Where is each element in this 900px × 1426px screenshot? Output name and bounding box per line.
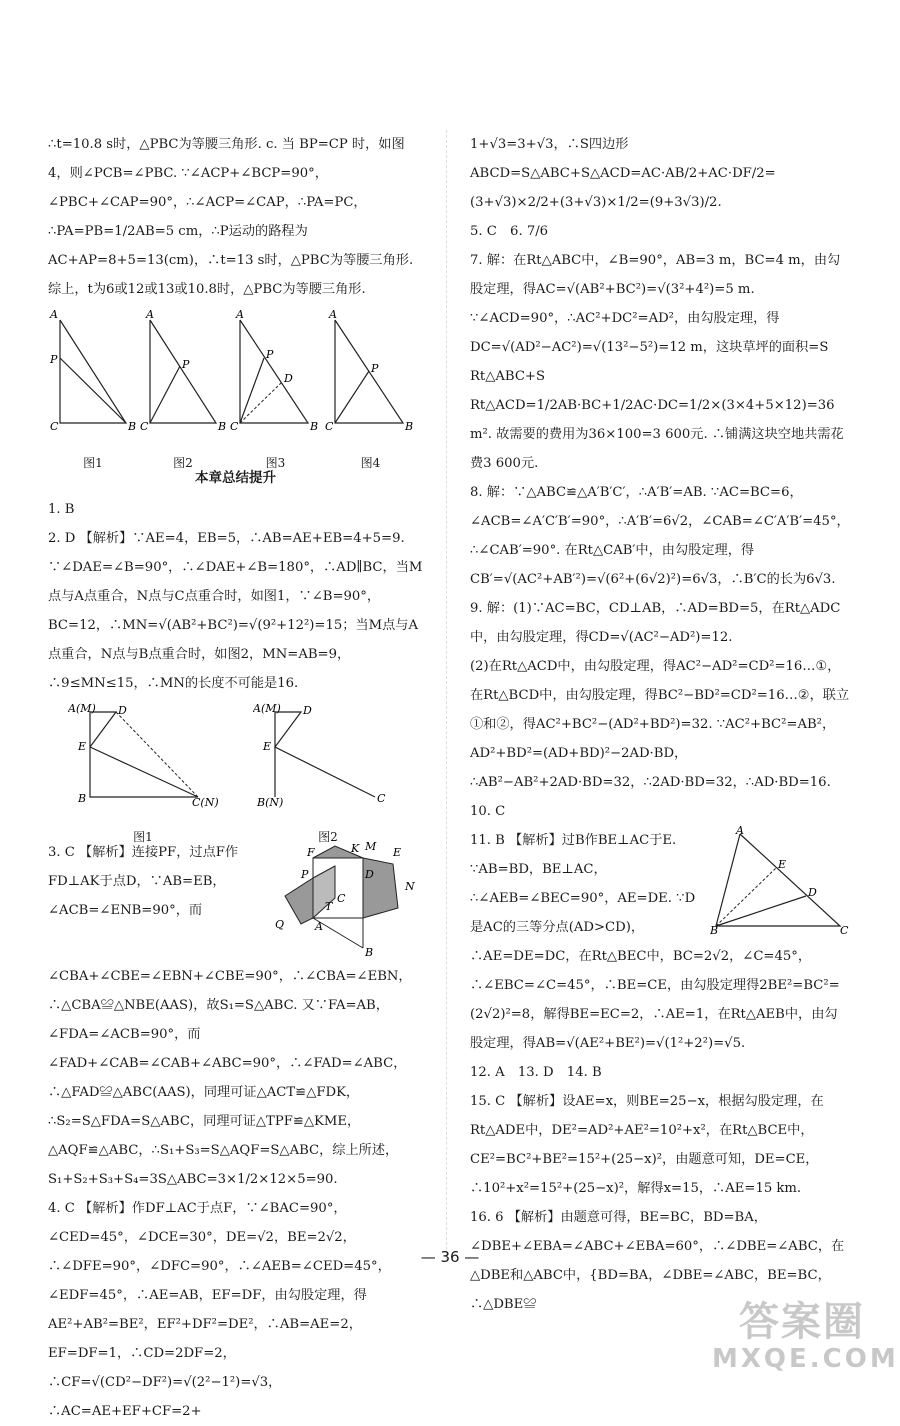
svg-text:C: C bbox=[325, 420, 334, 433]
svg-text:C: C bbox=[140, 420, 149, 433]
svg-text:C: C bbox=[840, 924, 849, 936]
svg-text:A(M): A(M) bbox=[68, 702, 96, 715]
svg-text:B: B bbox=[365, 946, 374, 958]
answer-3-figure bbox=[273, 838, 423, 958]
svg-text:C: C bbox=[337, 892, 346, 905]
svg-text:C: C bbox=[50, 420, 59, 433]
figure-caption: 图2 bbox=[173, 456, 193, 470]
svg-text:M: M bbox=[365, 840, 377, 853]
watermark-top: 答案圈 bbox=[739, 1299, 865, 1345]
svg-text:B: B bbox=[710, 924, 719, 936]
svg-text:E: E bbox=[393, 846, 402, 859]
figure-row-triangles bbox=[48, 308, 423, 470]
watermark-bottom: MXQE.COM bbox=[712, 1344, 899, 1374]
answer-7: 7. 解：在Rt△ABC中，∠B=90°，AB=3 m，BC=4 m，由勾股定理，得AC=√(AB²+BC²)=√(3²+4²)=5 m. ∵∠ACD=90°，∴AC²+DC²=AD²，由勾股定理，得DC=√(AD²−AC²)=√(13²−5²)=12 m，这块草坪的面积=S Rt△ABC+S Rt△ACD=1/2AB·BC+1/2AC·DC=1/2×(3×4+5×12)=36 m². 故需要的费用为36×100=3 600元. ∴铺满这块空地共需花费3 600元. bbox=[470, 253, 844, 471]
left-column bbox=[48, 130, 423, 1426]
figure-caption: 图1 bbox=[83, 456, 103, 470]
page-number: — 36 — bbox=[420, 1248, 480, 1266]
svg-text:F: F bbox=[307, 846, 315, 859]
answer-16: 16. 6 【解析】由题意可得，BE=BC，BD=BA，∠DBE+∠EBA=∠ABC+∠EBA=60°，∴∠DBE=∠ABC，在△DBE和△ABC中，{BD=BA，∠DBE=∠ABC，BE=BC，∴△DBE≌ bbox=[470, 1210, 845, 1312]
svg-text:A: A bbox=[736, 826, 744, 837]
answer-11-figure bbox=[710, 826, 850, 936]
figure-1 bbox=[48, 308, 138, 478]
figure-4-diagram bbox=[323, 308, 418, 438]
answer-5-6: 5. C 6. 7/6 bbox=[470, 224, 549, 239]
svg-text:C(N): C(N) bbox=[192, 796, 218, 809]
svg-text:P: P bbox=[266, 348, 274, 361]
column-divider bbox=[446, 130, 448, 1260]
svg-text:C: C bbox=[377, 792, 386, 805]
right-column bbox=[470, 130, 850, 1319]
figure-3-diagram bbox=[228, 308, 323, 438]
answer-10: 10. C bbox=[470, 804, 506, 819]
answer-2-figure-2 bbox=[253, 702, 403, 852]
svg-text:D: D bbox=[808, 886, 817, 899]
svg-text:D: D bbox=[118, 704, 127, 717]
svg-text:P: P bbox=[50, 353, 58, 366]
svg-text:Q: Q bbox=[275, 918, 285, 931]
answer-4-continued: 1+√3=3+√3，∴S四边形ABCD=S△ABC+S△ACD=AC·AB/2+AC·DF/2=(3+√3)×2/2+(3+√3)×1/2=(9+3√3)/2. bbox=[470, 137, 776, 210]
svg-text:D: D bbox=[303, 704, 312, 717]
svg-text:A: A bbox=[329, 308, 337, 321]
svg-text:P: P bbox=[301, 868, 309, 881]
figure-caption: 图4 bbox=[360, 456, 381, 470]
answer-9-part-2: (2)在Rt△ACD中，由勾股定理，得AC²−AD²=CD²=16…①，在Rt△BCD中，由勾股定理，得BC²−BD²=CD²=16…②，联立①和②，得AC²+BC²−(AD²+BD²)=32. ∵AC²+BC²=AB²，AD²+BD²=(AD+BD)²−2AD·BD，∴AB²−AB²+2AD·BD=32，∴2AD·BD=32，∴AD·BD=16. bbox=[470, 659, 850, 790]
answer-2-figure-1-diagram bbox=[68, 702, 218, 812]
figure-2-diagram bbox=[138, 308, 228, 438]
svg-text:B: B bbox=[218, 420, 227, 433]
answer-15: 15. C 【解析】设AE=x，则BE=25−x，根据勾股定理，在Rt△ADE中，DE²=AD²+AE²=10²+x²，在Rt△BCE中，CE²=BC²+BE²=15²+(25−x)²，由题意可知，DE=CE，∴10²+x²=15²+(25−x)²，解得x=15，∴AE=15 km. bbox=[470, 1094, 824, 1196]
figure-3 bbox=[228, 308, 323, 478]
figure-2 bbox=[138, 308, 228, 478]
paragraph-continuation: ∴t=10.8 s时，△PBC为等腰三角形. c. 当 BP=CP 时，如图4，则∠PCB=∠PBC. ∵∠ACP+∠BCP=90°，∠PBC+∠CAP=90°，∴∠ACP=∠CAP，∴PA=PC，∴PA=PB=1/2AB=5 cm，∴P运动的路程为AC+AP=8+5=13(cm)，∴t=13 s时，△PBC为等腰三角形. 综上，t为6或12或13或10.8时，△PBC为等腰三角形. bbox=[48, 137, 414, 297]
svg-text:C: C bbox=[230, 420, 239, 433]
figure-caption: 图2 bbox=[318, 830, 338, 844]
svg-text:K: K bbox=[351, 842, 360, 855]
answer-4: 4. C 【解析】作DF⊥AC于点F，∵∠BAC=90°，∠CED=45°，∠DCE=30°，DE=√2，BE=2√2，∴∠DFE=90°，∠DFC=90°，∴∠AEB=∠CED=45°，∠EDF=45°，∴AE=AB，EF=DF，由勾股定理，得AE²+AB²=BE²，EF²+DF²=DE²，∴AB=AE=2，EF=DF=1，∴CD=2DF=2，∴CF=√(CD²−DF²)=√(2²−1²)=√3，∴AC=AE+EF+CF=2+ bbox=[48, 1201, 391, 1419]
answer-11: 11. B 【解析】过B作BE⊥AC于E. ∵AB=BD，BE⊥AC，∴∠AEB=∠BEC=90°，AE=DE. ∵D是AC的三等分点(AD>CD)，∴AE=DE=DC，在Rt△BEC中，BC=2√2，∠C=45°，∴∠EBC=∠C=45°，∴BE=CE，由勾股定理得2BE²=BC²=(2√2)²=8，解得BE=EC=2，∴AE=1，在Rt△AEB中，由勾股定理，得AB=√(AE²+BE²)=√(1²+2²)=√5. bbox=[470, 833, 840, 1051]
svg-text:A: A bbox=[146, 308, 154, 321]
answer-3-block bbox=[48, 838, 423, 1194]
svg-text:B: B bbox=[128, 420, 137, 433]
svg-text:E: E bbox=[263, 740, 272, 753]
svg-text:D: D bbox=[284, 372, 293, 385]
figure-row-answer-2 bbox=[48, 702, 423, 844]
watermark-logo bbox=[712, 1299, 899, 1374]
svg-text:B(N): B(N) bbox=[257, 796, 284, 809]
answer-8: 8. 解：∵△ABC≌△A′B′C′，∴A′B′=AB. ∵AC=BC=6，∠ACB=∠A′C′B′=90°，∴A′B′=6√2，∠CAB=∠C′A′B′=45°，∴∠CAB′=90°. 在Rt△CAB′中，由勾股定理，得CB′=√(AC²+AB′²)=√(6²+(6√2)²)=6√3，∴B′C的长为6√3. bbox=[470, 485, 850, 587]
answer-2: 2. D 【解析】∵AE=4，EB=5，∴AB=AE+EB=4+5=9. ∵∠DAE=∠B=90°，∴∠DAE+∠B=180°，∴AD∥BC，当M点与A点重合，N点与C点重合时，如图1，∵∠B=90°，BC=12，∴MN=√(AB²+BC²)=√(9²+12²)=15；当M点与A点重合，N点与B点重合时，如图2，MN=AB=9，∴9≤MN≤15，∴MN的长度不可能是16. bbox=[48, 531, 423, 691]
svg-text:N: N bbox=[405, 880, 415, 893]
figure-1-diagram bbox=[48, 308, 138, 438]
section-title: 本章总结提升 bbox=[195, 470, 276, 486]
figure-4 bbox=[323, 308, 418, 478]
svg-text:A: A bbox=[50, 308, 58, 321]
svg-text:P: P bbox=[371, 362, 379, 375]
svg-text:P: P bbox=[182, 358, 190, 371]
answer-1: 1. B bbox=[48, 502, 75, 517]
answer-9-part-1: 9. 解：(1)∵AC=BC，CD⊥AB，∴AD=BD=5，在Rt△ADC中，由勾股定理，得CD=√(AC²−AD²)=12. bbox=[470, 601, 841, 645]
svg-text:B: B bbox=[310, 420, 319, 433]
svg-text:A: A bbox=[236, 308, 244, 321]
answer-11-block bbox=[470, 826, 850, 1058]
answer-2-figure-1 bbox=[68, 702, 218, 852]
svg-text:A(M): A(M) bbox=[253, 702, 281, 715]
svg-text:B: B bbox=[405, 420, 414, 433]
figure-caption: 图1 bbox=[133, 830, 153, 844]
svg-text:E: E bbox=[778, 858, 787, 871]
figure-caption: 图3 bbox=[265, 456, 286, 470]
svg-text:B: B bbox=[78, 792, 87, 805]
answer-2-figure-2-diagram bbox=[253, 702, 403, 812]
answer-12-14: 12. A 13. D 14. B bbox=[470, 1065, 602, 1080]
svg-text:A: A bbox=[315, 920, 323, 933]
svg-text:E: E bbox=[78, 740, 87, 753]
svg-text:D: D bbox=[365, 868, 374, 881]
answer-3: 3. C 【解析】连接PF，过点F作FD⊥AK于点D，∵AB=EB，∠ACB=∠ENB=90°，而∠CBA+∠CBE=∠EBN+∠CBE=90°，∴∠CBA=∠EBN，∴△CBA≌△NBE(AAS)，故S₁=S△ABC. 又∵FA=AB，∠FDA=∠ACB=90°，而∠FAD+∠CAB=∠CAB+∠ABC=90°，∴∠FAD=∠ABC，∴△FAD≌△ABC(AAS)，同理可证△ACT≌△FDK，∴S₂=S△FDA=S△ABC，同理可证△TPF≌△KME，△AQF≌△ABC，∴S₁+S₃=S△AQF=S△ABC，综上所述，S₁+S₂+S₃+S₄=3S△ABC=3×1/2×12×5=90. bbox=[48, 845, 412, 1187]
svg-text:T: T bbox=[325, 900, 333, 913]
